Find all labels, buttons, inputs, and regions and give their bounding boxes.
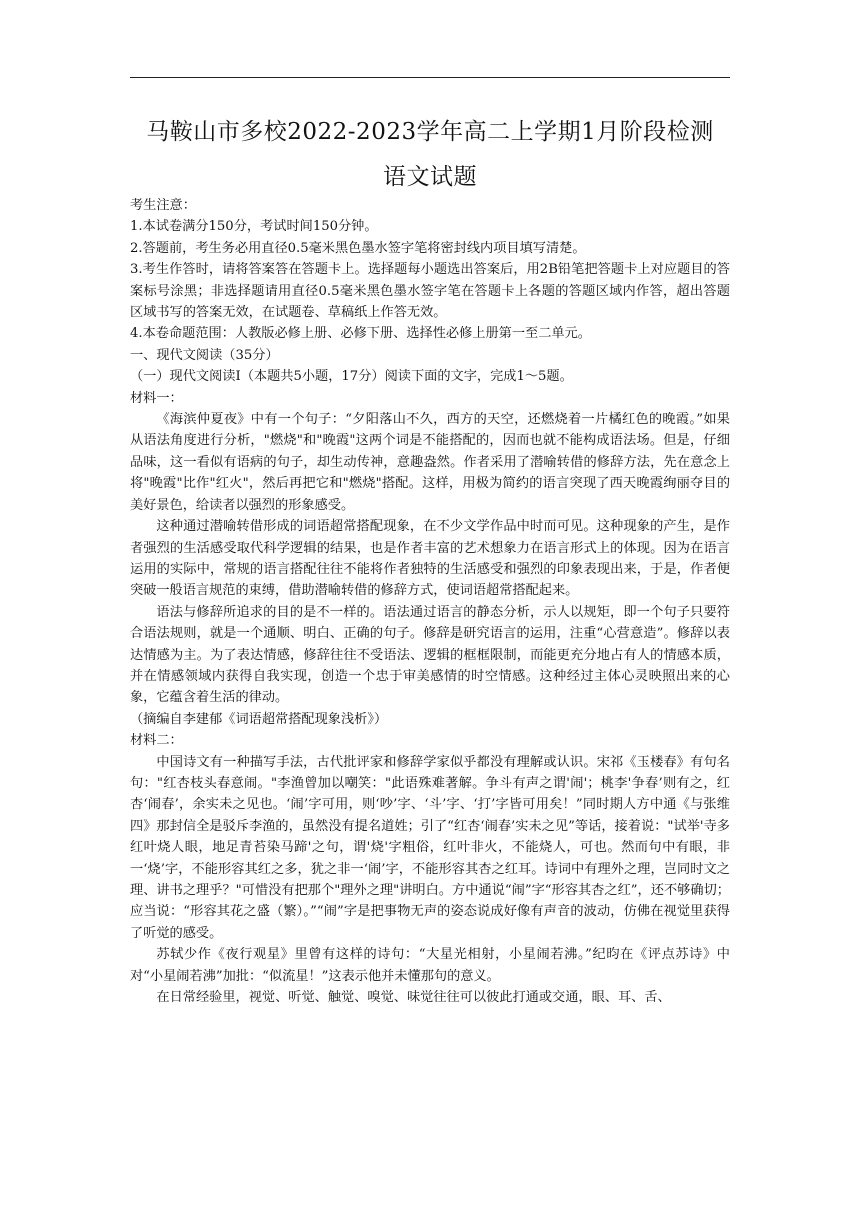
- notice-heading: 考生注意：: [130, 198, 196, 213]
- material-label: 材料一：: [130, 390, 183, 406]
- exam-title: 马鞍山市多校2022-2023学年高二上学期1月阶段检测: [146, 119, 714, 145]
- section-heading: 一、现代文阅读（35分）: [130, 347, 279, 363]
- exam-content: [130, 195, 730, 1008]
- material-source: （摘编自李建郁《词语超常搭配现象浅析》）: [130, 711, 388, 727]
- material-paragraph: 在日常经验里，视觉、听觉、触觉、嗅觉、味觉往往可以彼此打通或交通，眼、耳、舌、: [156, 990, 671, 1006]
- notice-item: 2.答题前，考生务必用直径0.5毫米黑色墨水签字笔将密封线内项目填写清楚。: [130, 240, 586, 256]
- notice-item: 4.本卷命题范围：人教版必修上册、必修下册、选择性必修上册第一至二单元。: [130, 326, 591, 342]
- material-paragraph: 语法与修辞所追求的目的是不一样的。语法通过语言的静态分析，示人以规矩，即一个句子只要符合语法规则，就是一个通顺、明白、正确的句子。修辞是研究语言的运用，注重“心营意造”。修辞以表达情感为主。为了表达情感，修辞往往不受语法、逻辑的框框限制，而能更充分地占有人的情感本质，并在情感领域内获得自我实现，创造一个忠于审美感情的时空情感。这种经过主体心灵映照出来的心象，它蕴含着生活的律动。: [130, 604, 730, 706]
- material-paragraph: 《海滨仲夏夜》中有一个句子：“夕阳落山不久，西方的天空，还燃烧着一片橘红色的晚霞。”如果从语法角度进行分析，"燃烧"和"晚霞"这两个词是不能搭配的，因而也就不能构成语法场。但是，仔细品味，这一看似有语病的句子，却生动传神，意趣盎然。作者采用了潜喻转借的修辞方法，先在意念上将"晚霞"比作"红火"，然后再把它和"燃烧"搭配。这样，用极为简约的语言突现了西天晚霞绚丽夺目的美好景色，给读者以强烈的形象感受。: [130, 412, 730, 513]
- notice-item: 1.本试卷满分150分，考试时间150分钟。: [130, 219, 378, 235]
- notice-item: 3.考生作答时，请将答案答在答题卡上。选择题每小题选出答案后，用2B铅笔把答题卡上对应题目的答案标号涂黑；非选择题请用直径0.5毫米黑色墨水签字笔在答题卡上各题的答题区域内作答，超出答题区域书写的答案无效，在试题卷、草稿纸上作答无效。: [130, 262, 730, 321]
- material-paragraph: 中国诗文有一种描写手法，古代批评家和修辞学家似乎都没有理解或认识。宋祁《玉楼春》有句名句："红杏枝头春意闹。"李渔曾加以嘲笑："此语殊难著解。争斗有声之谓'闹'；桃李'争春’则有之，红杏‘闹春’，余实未之见也。‘闹’字可用，则‘吵’字、‘斗’字、‘打’字皆可用矣！”同时期人方中通《与张维四》那封信全是驳斥李渔的，虽然没有提名道姓；引了“红杏‘闹春’实未之见”等话，接着说："试举'寺多红叶烧人眼，地足青苔染马蹄'之句，谓'烧'字粗俗，红叶非火，不能烧人，可也。然而句中有眼，非一‘烧’字，不能形容其红之多，犹之非一‘闹’字，不能形容其杏之红耳。诗词中有理外之理，岂同时文之理、讲书之理乎？"可惜没有把那个"理外之理"讲明白。方中通说“闹”字“形容其杏之红”，还不够确切；应当说：“形容其花之盛（繁）。”“闹”字是把事物无声的姿态说成好像有声音的波动，仿佛在视觉里获得了听觉的感受。: [130, 754, 730, 941]
- material-paragraph: 这种通过潜喻转借形成的词语超常搭配现象，在不少文学作品中时而可见。这种现象的产生，是作者强烈的生活感受取代科学逻辑的结果，也是作者丰富的艺术想象力在语言形式上的体现。因为在语言运用的实际中，常规的语言搭配往往不能将作者独特的生活感受和强烈的印象表现出来，于是，作者便突破一般语言规范的束缚，借助潜喻转借的修辞方式，使词语超常搭配起来。: [130, 519, 730, 599]
- material-label: 材料二：: [130, 733, 183, 749]
- exam-subtitle: 语文试题: [383, 164, 477, 190]
- subsection-heading: （一）现代文阅读Ⅰ（本题共5小题，17分）阅读下面的文字，完成1～5题。: [130, 369, 573, 385]
- header-rule: [130, 77, 730, 78]
- material-paragraph: 苏轼少作《夜行观星》里曾有这样的诗句：“大星光相射，小星闹若沸。”纪昀在《评点苏诗》中对“小星闹若沸”加批：“似流星！”这表示他并未懂那句的意义。: [130, 947, 730, 984]
